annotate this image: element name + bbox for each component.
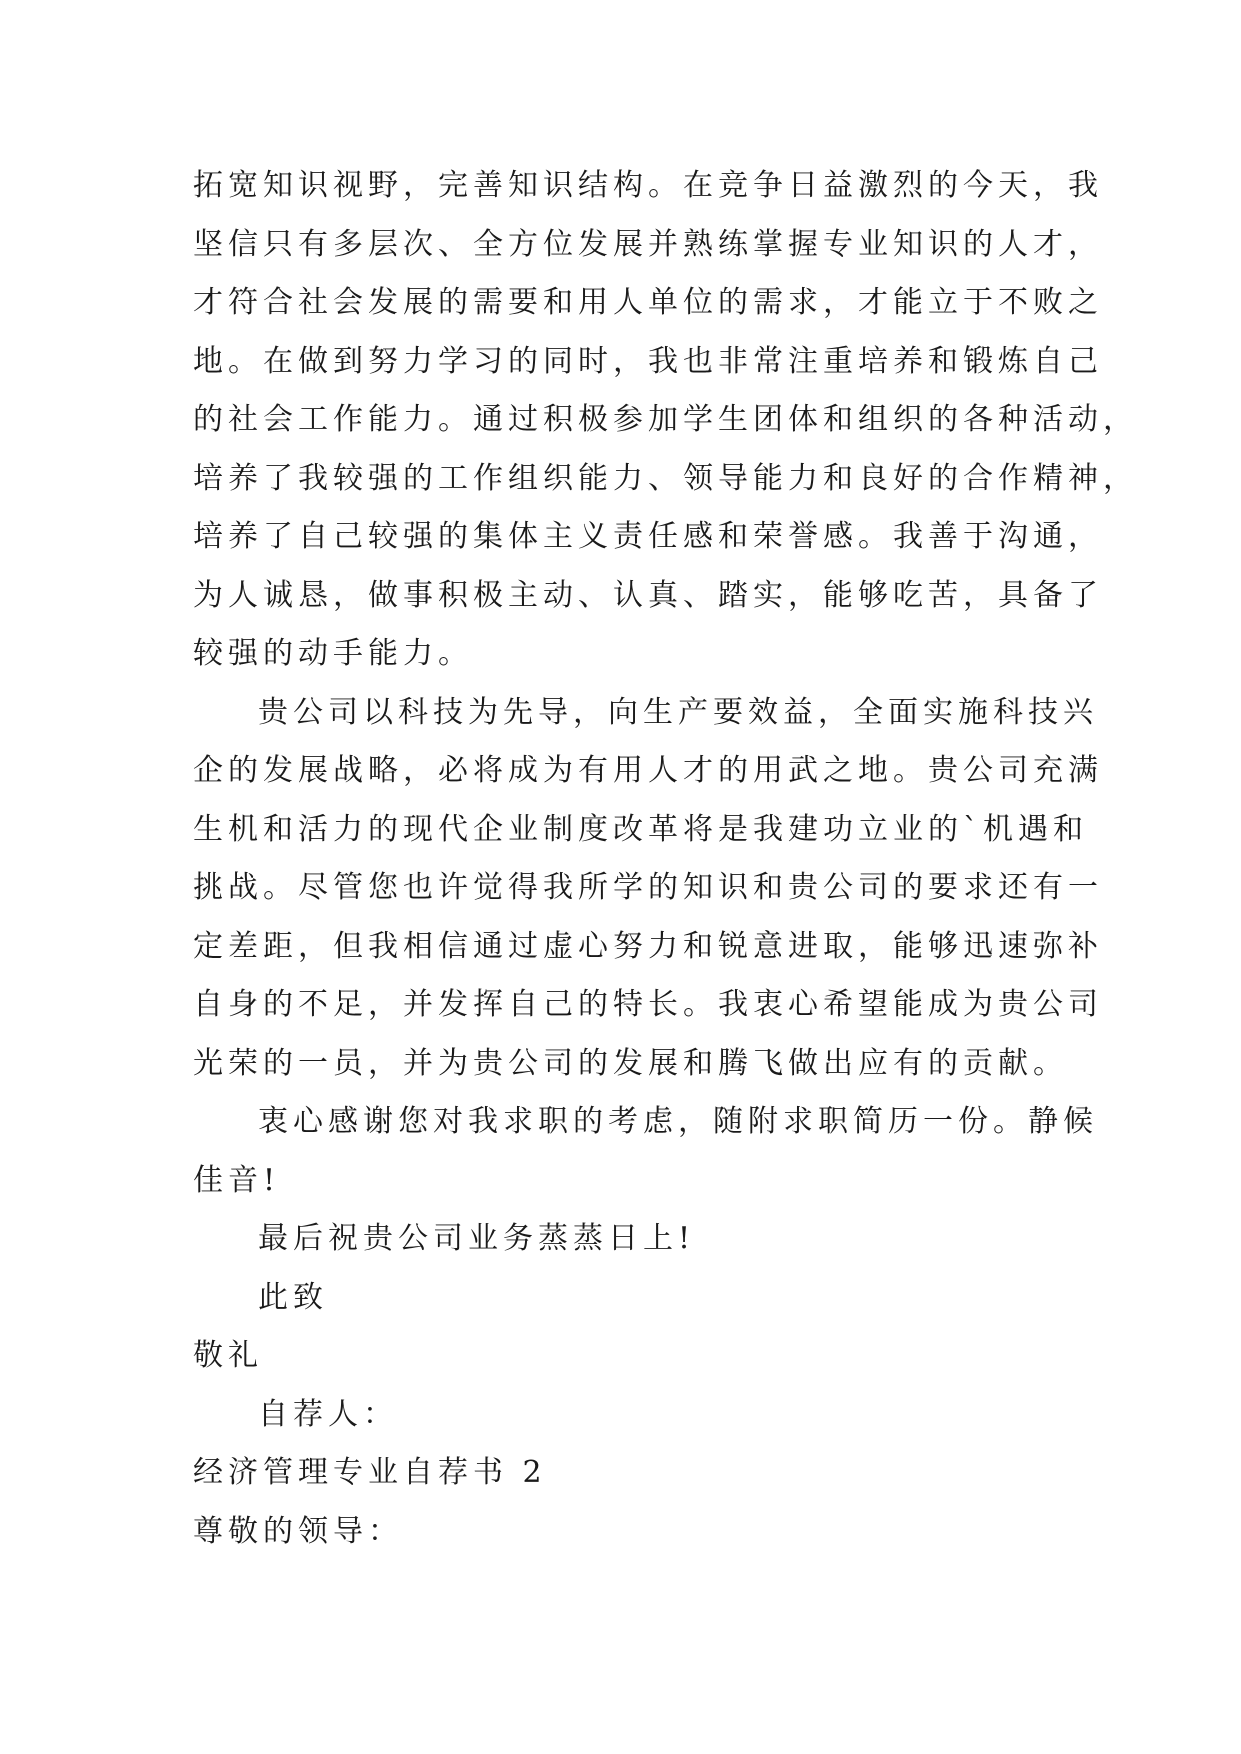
signature-label: 自荐人： <box>258 1396 398 1432</box>
paragraph-start-line: 衷心感谢您对我求职的考虑，随附求职简历一份。静候 <box>258 1104 1098 1139</box>
closing-regards: 敬礼 <box>193 1338 263 1373</box>
text-line: 定差距，但我相信通过虚心努力和锐意进取，能够迅速弥补 <box>193 928 1103 964</box>
text-line: 地。在做到努力学习的同时，我也非常注重培养和锻炼自己 <box>193 343 1103 379</box>
text-line: 培养了我较强的工作组织能力、领导能力和良好的合作精神， <box>193 460 1138 496</box>
text-line: 较强的动手能力。 <box>193 636 473 671</box>
closing-salutation: 此致 <box>258 1279 328 1315</box>
text-line: 坚信只有多层次、全方位发展并熟练掌握专业知识的人才， <box>193 226 1103 262</box>
closing-wish: 最后祝贵公司业务蒸蒸日上! <box>258 1221 696 1256</box>
text-line: 自身的不足，并发挥自己的特长。我衷心希望能成为贵公司 <box>193 987 1103 1022</box>
section-title: 经济管理专业自荐书 2 <box>193 1455 547 1490</box>
text-line: 光荣的一员，并为贵公司的发展和腾飞做出应有的贡献。 <box>193 1045 1068 1081</box>
text-line: 企的发展战略，必将成为有用人才的用武之地。贵公司充满 <box>193 753 1103 788</box>
text-line: 拓宽知识视野，完善知识结构。在竞争日益激烈的今天，我 <box>193 168 1103 203</box>
text-line: 佳音! <box>193 1162 281 1198</box>
document-body <box>193 157 1138 1561</box>
text-line: 为人诚恳，做事积极主动、认真、踏实，能够吃苦，具备了 <box>193 577 1103 613</box>
text-line: 挑战。尽管您也许觉得我所学的知识和贵公司的要求还有一 <box>193 870 1103 905</box>
text-line: 培养了自己较强的集体主义责任感和荣誉感。我善于沟通， <box>193 519 1103 554</box>
paragraph-start-line: 贵公司以科技为先导，向生产要效益，全面实施科技兴 <box>258 694 1098 730</box>
text-line: 生机和活力的现代企业制度改革将是我建功立业的`机遇和 <box>193 811 1088 847</box>
text-line: 的社会工作能力。通过积极参加学生团体和组织的各种活动， <box>193 402 1138 437</box>
text-line: 才符合社会发展的需要和用人单位的需求，才能立于不败之 <box>193 285 1103 320</box>
greeting: 尊敬的领导： <box>193 1513 403 1549</box>
